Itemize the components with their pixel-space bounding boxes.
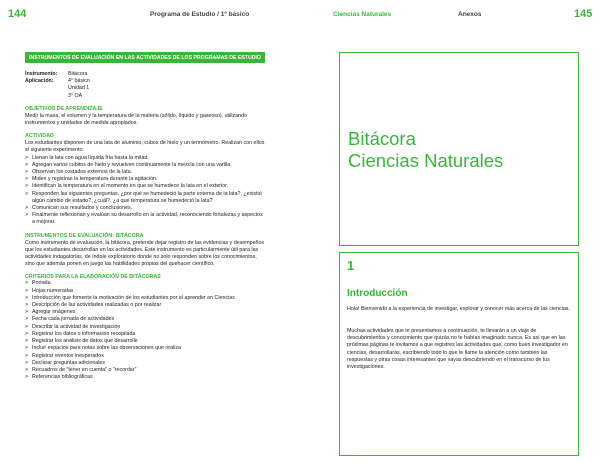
actividad-heading: ACTIVIDAD xyxy=(25,133,54,140)
actividad-intro: Los estudiantes disponen de una lata de aluminio, cubos de hielo y un termómetro. Realizan con ellos el siguiente experimento: xyxy=(25,140,265,154)
list-item: > Incluir espacios para notas sobre las observaciones que realiza xyxy=(25,345,265,352)
left-page xyxy=(25,52,265,381)
list-item: > Finalmente reflexionan y evalúan su desarrollo en la actividad, reconociendo fortalezas y aspectos a mejorar. xyxy=(25,212,265,226)
meta-row-instrumento xyxy=(25,71,265,78)
list-item: > Registrar eventos inesperados xyxy=(25,353,265,360)
meta-value-grade: 4° básico xyxy=(68,78,90,85)
meta-block xyxy=(25,71,265,100)
list-item: > Referencias bibliográficas xyxy=(25,374,265,381)
meta-values-aplicacion xyxy=(68,78,90,100)
criterios-list xyxy=(25,280,265,381)
chapter-body: Muchas actividades que te presentamos a continuación, te llevarán a un viaje de descubrimientos y conocimiento que quizás no te habías imaginado nunca. Es así que en las próximas páginas te invitamos a que registres las actividades que, como buen investigador en ciencias, desarrollarás, escribiendo todo lo que te llame la atención como también las respuestas y otras cosas interesantes que vayas descubriendo en el transcurso de tus investigaciones. xyxy=(347,328,568,371)
page-number-left: 144 xyxy=(8,8,27,20)
objetivos-text: Medir la masa, el volumen y la temperatura de la materia (sólido, líquido y gaseoso), utilizando instrumentos y unidades de medida apropiados. xyxy=(25,112,247,127)
list-item: > Responden las siguientes preguntas, ¿por qué se humedeció la parte externa de la lata?, ¿existió algún cambio de estado?, ¿cuál?, ¿a qué temperatura se humedeció la lata? xyxy=(25,191,265,205)
chapter-box xyxy=(339,252,579,456)
list-item: > Descripción de las actividades realizadas o por realizar xyxy=(25,302,265,309)
page-header xyxy=(0,0,600,22)
page-number-right: 145 xyxy=(574,8,593,20)
list-item: > Introducción que fomente la motivación de los estudiantes por el aprender en Ciencias xyxy=(25,295,265,302)
list-item: > Describir la actividad de investigación xyxy=(25,324,265,331)
meta-value-instrumento: Bitácora xyxy=(68,71,88,77)
chapter-intro: Hola! Bienvenido a la experiencia de investigar, explorar y conocer más acerca de las ciencias. xyxy=(347,306,570,312)
list-item: > Observan los costados externos de la lata. xyxy=(25,169,265,176)
cover-title-line-2: Ciencias Naturales xyxy=(348,150,504,171)
list-item: > Miden y registran la temperatura durante la agitación. xyxy=(25,176,265,183)
running-head-left: Programa de Estudio / 1º básico xyxy=(150,11,250,18)
list-item: > Registrar los datos o información recopilada xyxy=(25,331,265,338)
right-page xyxy=(339,52,579,456)
list-item: > Agregan varios cubitos de hielo y revuelven continuamente la mezcla con una varilla. xyxy=(25,162,265,169)
meta-row-aplicacion xyxy=(25,78,265,100)
actividad-steps xyxy=(25,155,265,227)
list-item: > Registrar los análisis de datos que desarrolle xyxy=(25,338,265,345)
meta-label-aplicacion: Aplicación: xyxy=(25,78,54,85)
list-item: > Identifican la temperatura en el momento en que se humedece la lata en el exterior. xyxy=(25,183,265,190)
list-item: > Llenan la lata con agua líquida fría hasta la mitad. xyxy=(25,155,265,162)
chapter-number: 1 xyxy=(347,258,355,273)
running-head-section: Anexos xyxy=(458,11,482,18)
list-item: > Declarar preguntas adicionales xyxy=(25,360,265,367)
list-item: > Agregar imágenes xyxy=(25,309,265,316)
meta-value-oa: 3° OA xyxy=(68,92,83,99)
objetivos-heading: OBJETIVOS DE APRENDIZAJE xyxy=(25,105,103,112)
meta-label-instrumento: Instrumento: xyxy=(25,71,58,77)
criterios-heading: CRITERIOS PARA LA ELABORACIÓN DE BITÁCORAS xyxy=(25,274,161,281)
list-item: > Hojas numeradas xyxy=(25,288,265,295)
instrumentos-text: Como instrumento de evaluación, la bitácora, pretende dejar registro de las evidencias y desempeños que los estudiantes desarrollan en las actividades. Este instrumento es particularmente útil para las actividades indagatorias, de índole exploratorio donde no solo responden sobre los conocimientos, sino que además ponen en juego las habilidades propias del quehacer científico. xyxy=(25,239,265,268)
list-item: > Portada xyxy=(25,280,265,287)
chapter-title: Introducción xyxy=(347,288,408,299)
cover-title-box xyxy=(339,52,579,246)
running-head-subject: Ciencias Naturales xyxy=(333,11,392,18)
cover-title-line-1: Bitácora xyxy=(348,128,416,149)
list-item: > Fecha cada jornada de actividades xyxy=(25,316,265,323)
section-banner: INSTRUMENTOS DE EVALUACIÓN EN LAS ACTIVIDADES DE LOS PROGRAMAS DE ESTUDIO xyxy=(25,52,265,63)
list-item: > Recuadros de "tener en cuenta" o "recordar" xyxy=(25,367,265,374)
list-item: > Comunican sus resultados y conclusiones. xyxy=(25,205,265,212)
instrumentos-heading: INSTRUMENTOS DE EVALUACIÓN: BITÁCORA xyxy=(25,232,144,239)
meta-value-unit: Unidad 1 xyxy=(68,85,90,92)
